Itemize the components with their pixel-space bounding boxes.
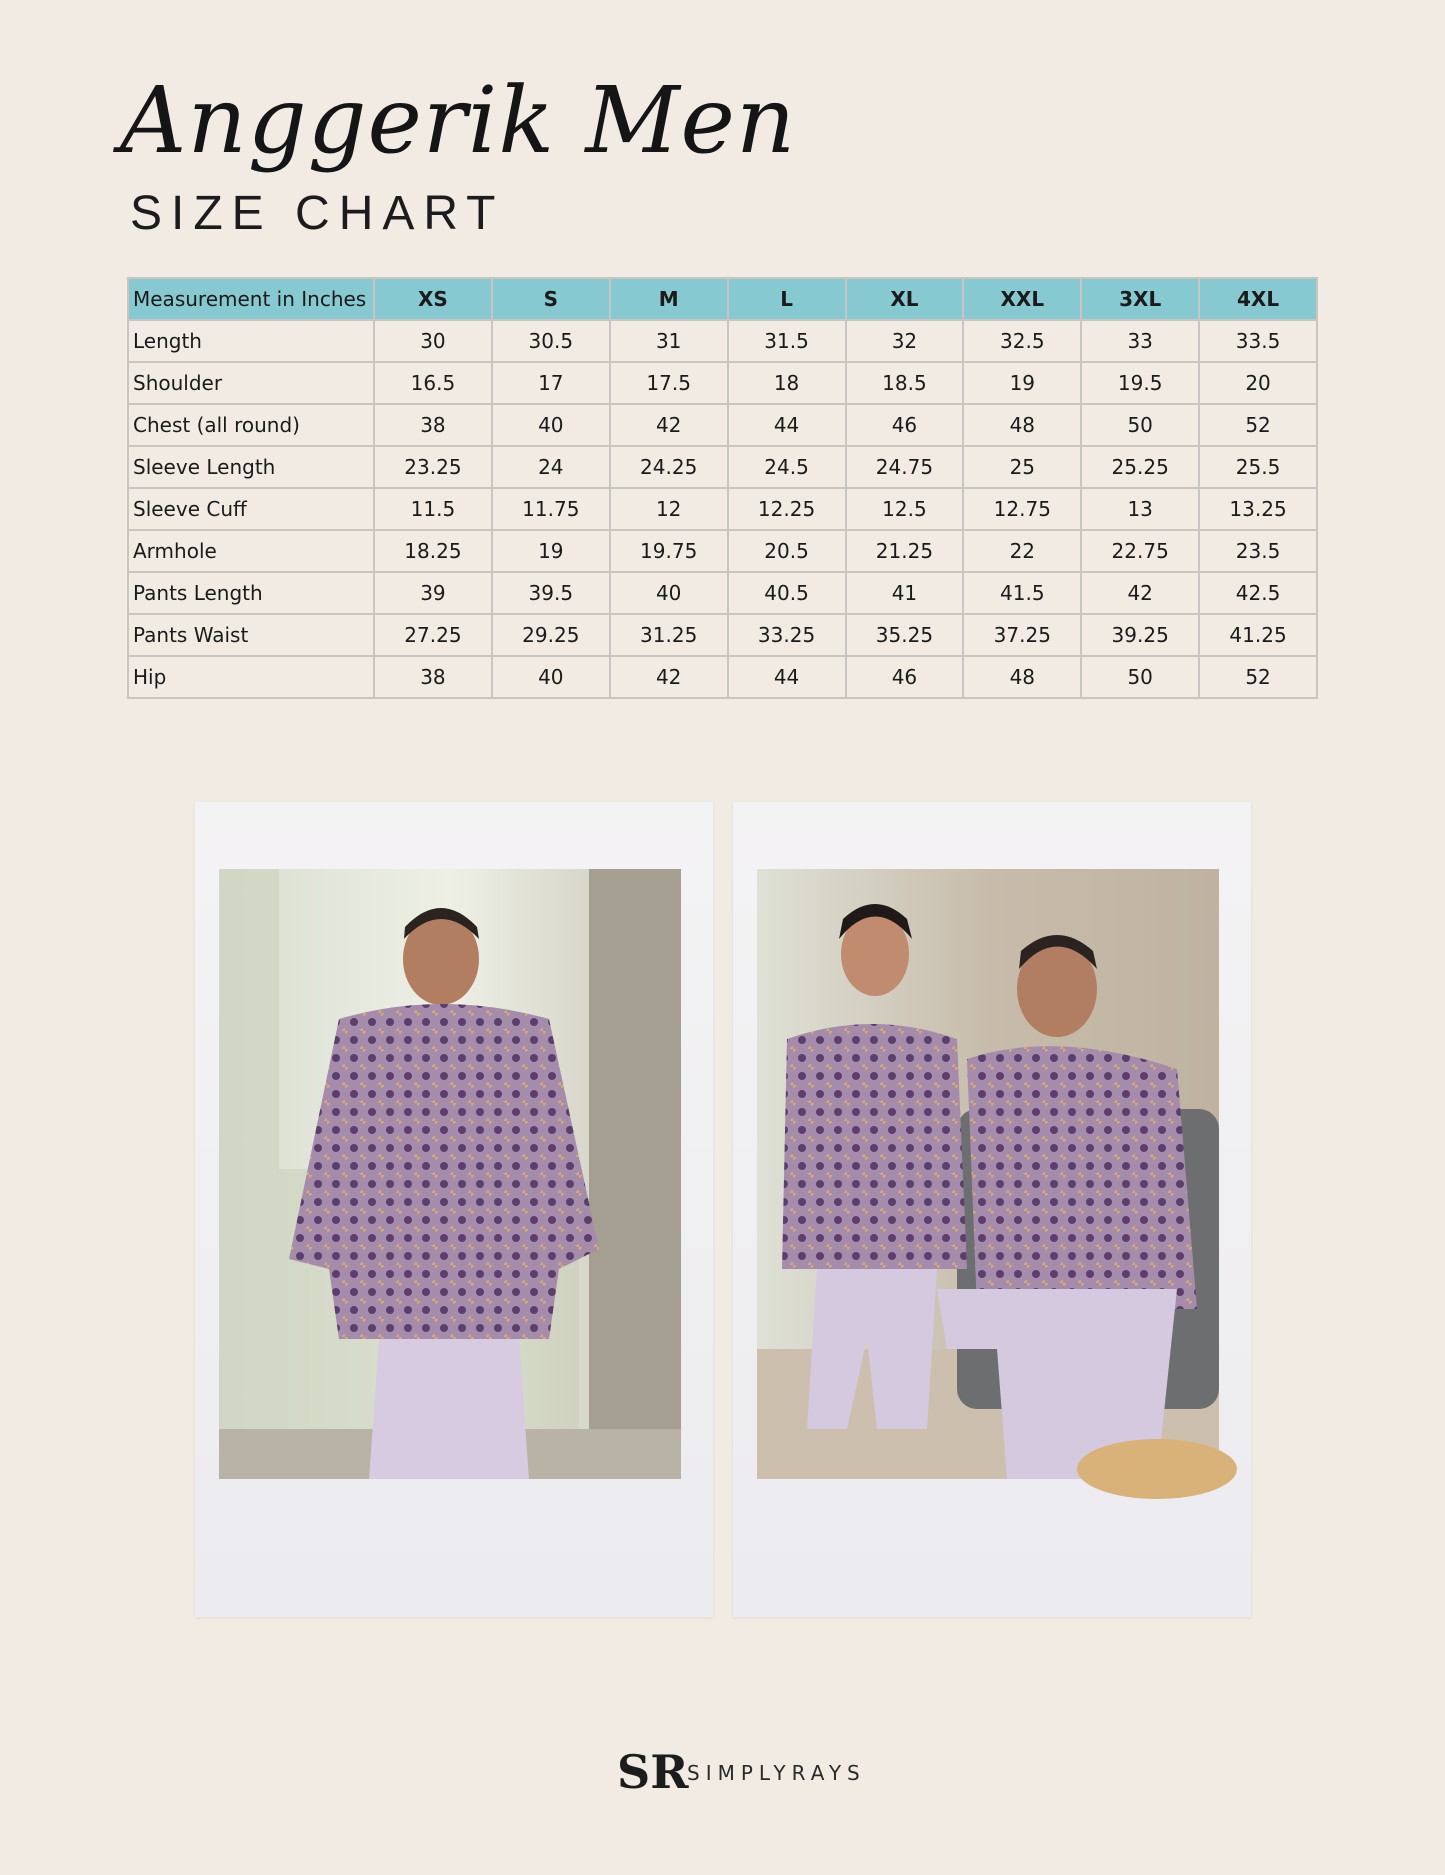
table-cell: 25 <box>963 446 1081 488</box>
photo-man-and-boy <box>757 869 1219 1479</box>
table-cell: 19 <box>963 362 1081 404</box>
table-cell: 46 <box>846 656 964 698</box>
table-cell: 42 <box>1081 572 1199 614</box>
table-row <box>128 320 1317 362</box>
row-label: Sleeve Cuff <box>128 488 374 530</box>
table-cell: 33 <box>1081 320 1199 362</box>
table-cell: 21.25 <box>846 530 964 572</box>
table-cell: 22.75 <box>1081 530 1199 572</box>
header-size-4xl: 4XL <box>1199 278 1317 320</box>
table-cell: 11.75 <box>492 488 610 530</box>
table-cell: 23.25 <box>374 446 492 488</box>
table-cell: 41 <box>846 572 964 614</box>
table-cell: 31.5 <box>728 320 846 362</box>
table-cell: 19.5 <box>1081 362 1199 404</box>
table-cell: 46 <box>846 404 964 446</box>
table-cell: 17 <box>492 362 610 404</box>
brand-logo <box>615 1740 866 1800</box>
table-cell: 30 <box>374 320 492 362</box>
table-cell: 18 <box>728 362 846 404</box>
row-label: Pants Length <box>128 572 374 614</box>
table-cell: 38 <box>374 404 492 446</box>
page-subtitle: SIZE CHART <box>130 187 505 240</box>
header-size-xs: XS <box>374 278 492 320</box>
size-chart-table <box>127 277 1318 699</box>
header-size-xxl: XXL <box>963 278 1081 320</box>
table-cell: 31 <box>610 320 728 362</box>
photo-man-standing <box>219 869 681 1479</box>
table-cell: 32 <box>846 320 964 362</box>
table-cell: 25.25 <box>1081 446 1199 488</box>
table-cell: 41.25 <box>1199 614 1317 656</box>
table-cell: 23.5 <box>1199 530 1317 572</box>
header-size-s: S <box>492 278 610 320</box>
table-cell: 13.25 <box>1199 488 1317 530</box>
row-label: Sleeve Length <box>128 446 374 488</box>
table-cell: 12.25 <box>728 488 846 530</box>
table-cell: 39.25 <box>1081 614 1199 656</box>
table-cell: 11.5 <box>374 488 492 530</box>
header-size-m: M <box>610 278 728 320</box>
table-cell: 41.5 <box>963 572 1081 614</box>
table-cell: 52 <box>1199 404 1317 446</box>
table-cell: 30.5 <box>492 320 610 362</box>
table-cell: 40.5 <box>728 572 846 614</box>
header-size-3xl: 3XL <box>1081 278 1199 320</box>
table-row <box>128 362 1317 404</box>
table-cell: 32.5 <box>963 320 1081 362</box>
table-cell: 40 <box>610 572 728 614</box>
table-cell: 24.5 <box>728 446 846 488</box>
table-cell: 44 <box>728 656 846 698</box>
table-cell: 39 <box>374 572 492 614</box>
table-cell: 44 <box>728 404 846 446</box>
brand-name: SIMPLYRAYS <box>687 1761 866 1785</box>
table-cell: 33.25 <box>728 614 846 656</box>
header-size-l: L <box>728 278 846 320</box>
table-cell: 19 <box>492 530 610 572</box>
table-row <box>128 572 1317 614</box>
table-cell: 50 <box>1081 404 1199 446</box>
table-cell: 18.5 <box>846 362 964 404</box>
table-cell: 16.5 <box>374 362 492 404</box>
table-cell: 20.5 <box>728 530 846 572</box>
table-cell: 27.25 <box>374 614 492 656</box>
table-cell: 18.25 <box>374 530 492 572</box>
table-cell: 20 <box>1199 362 1317 404</box>
table-cell: 19.75 <box>610 530 728 572</box>
table-cell: 31.25 <box>610 614 728 656</box>
photo-frame-right <box>733 802 1251 1617</box>
table-cell: 40 <box>492 404 610 446</box>
table-header-row <box>128 278 1317 320</box>
row-label: Armhole <box>128 530 374 572</box>
table-cell: 12.5 <box>846 488 964 530</box>
table-cell: 33.5 <box>1199 320 1317 362</box>
photo-frame-left <box>195 802 713 1617</box>
row-label: Pants Waist <box>128 614 374 656</box>
table-row <box>128 614 1317 656</box>
page-title: Anggerik Men <box>120 67 797 174</box>
table-cell: 37.25 <box>963 614 1081 656</box>
table-cell: 24.75 <box>846 446 964 488</box>
table-cell: 38 <box>374 656 492 698</box>
table-cell: 24 <box>492 446 610 488</box>
brand-mark-icon <box>615 1740 689 1800</box>
table-cell: 39.5 <box>492 572 610 614</box>
table-body <box>128 320 1317 698</box>
table-cell: 12.75 <box>963 488 1081 530</box>
header-measurement-label: Measurement in Inches <box>128 278 374 320</box>
table-cell: 52 <box>1199 656 1317 698</box>
table-cell: 13 <box>1081 488 1199 530</box>
table-cell: 35.25 <box>846 614 964 656</box>
table-row <box>128 488 1317 530</box>
table-cell: 25.5 <box>1199 446 1317 488</box>
row-label: Shoulder <box>128 362 374 404</box>
table-row <box>128 530 1317 572</box>
table-cell: 48 <box>963 404 1081 446</box>
table-cell: 42 <box>610 656 728 698</box>
row-label: Hip <box>128 656 374 698</box>
table-cell: 12 <box>610 488 728 530</box>
table-cell: 50 <box>1081 656 1199 698</box>
table-row <box>128 656 1317 698</box>
row-label: Chest (all round) <box>128 404 374 446</box>
table-cell: 17.5 <box>610 362 728 404</box>
table-cell: 42.5 <box>1199 572 1317 614</box>
table-cell: 22 <box>963 530 1081 572</box>
row-label: Length <box>128 320 374 362</box>
svg-text:SR: SR <box>617 1745 689 1799</box>
table-cell: 42 <box>610 404 728 446</box>
table-row <box>128 446 1317 488</box>
table-row <box>128 404 1317 446</box>
table-cell: 29.25 <box>492 614 610 656</box>
table-cell: 48 <box>963 656 1081 698</box>
table-cell: 24.25 <box>610 446 728 488</box>
header-size-xl: XL <box>846 278 964 320</box>
table-cell: 40 <box>492 656 610 698</box>
